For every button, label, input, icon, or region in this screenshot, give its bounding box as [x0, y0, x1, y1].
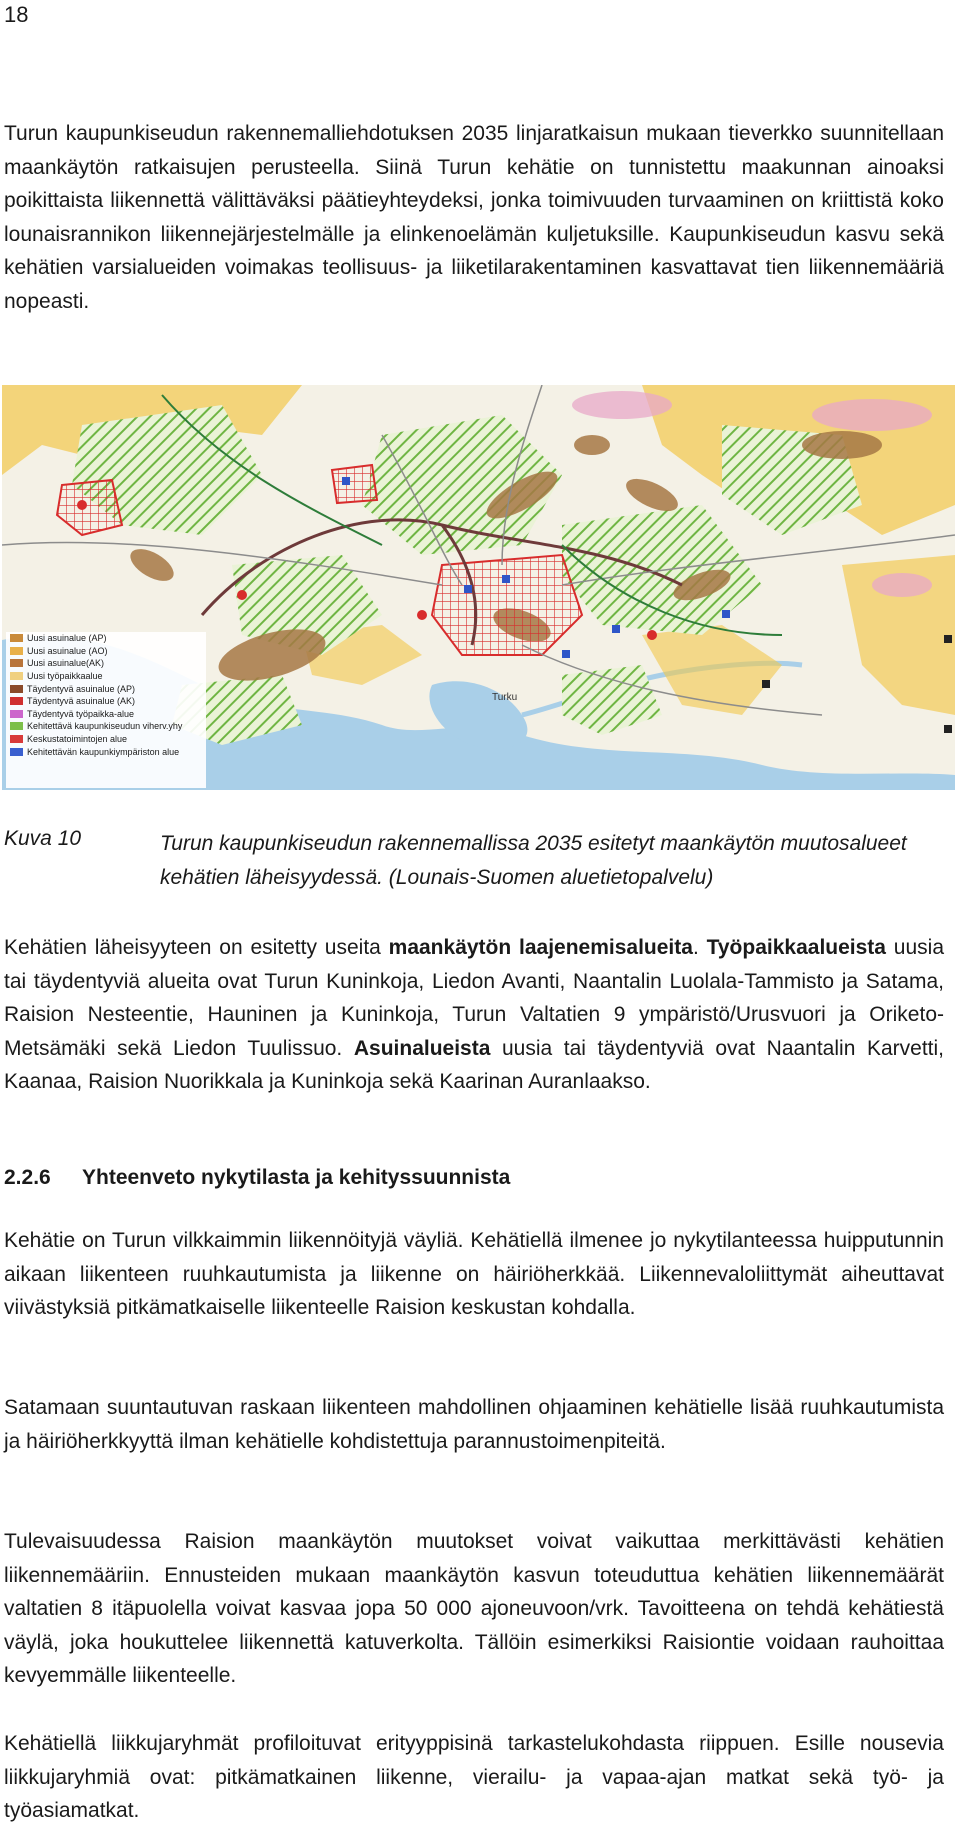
user-groups-paragraph: Kehätiellä liikkujaryhmät profiloituvat erityyppisinä tarkastelukohdasta riippuen. Esille nousevia liikkujaryhmiä ovat: pitkämatkainen liikenne, vierailu- ja vapaa-ajan matkat sekä työ- ja työasiamatkat. — [4, 1732, 944, 1823]
figure-caption: Turun kaupunkiseudun rakennemallissa 2035 esitetyt maankäytön muutosalueet kehätien läheisyydessä. (Lounais-Suomen aluetietopalvelu) — [160, 832, 907, 889]
legend-item: Uusi työpaikkaalue — [6, 670, 206, 683]
legend-swatch — [10, 735, 23, 743]
legend-swatch — [10, 685, 23, 693]
map-legend — [6, 632, 206, 788]
legend-swatch — [10, 647, 23, 655]
legend-swatch — [10, 634, 23, 642]
legend-item: Kehitettävän kaupunkiympäriston alue — [6, 745, 206, 758]
land-use-map — [2, 385, 955, 790]
figure-label: Kuva 10 — [4, 827, 82, 850]
intro-paragraph: Turun kaupunkiseudun rakennemalliehdotuksen 2035 linjaratkaisun mukaan tieverkko suunnitellaan maankäytön ratkaisujen perusteella. Siinä Turun kehätie on tunnistettu maakunnan ainoaksi poikittaista liikennettä välittäväksi päätieyhteydeksi, jonka toimivuuden turvaaminen on kriittistä koko lounaisrannikon liikennejärjestelmälle ja elinkenoelämän kuljetuksille. Kaupunkiseudun kasvu sekä kehätien varsialueiden voimakas teollisuus- ja liiketilarakentaminen kasvattavat tien liikennemääriä nopeasti. — [4, 122, 944, 313]
section-title: Yhteenveto nykytilasta ja kehityssuunnista — [82, 1166, 511, 1189]
legend-swatch — [10, 722, 23, 730]
legend-swatch — [10, 672, 23, 680]
legend-item: Uusi asuinalue(AK) — [6, 657, 206, 670]
section-number: 2.2.6 — [4, 1166, 51, 1189]
legend-item: Keskustatoimintojen alue — [6, 733, 206, 746]
port-traffic-paragraph: Satamaan suuntautuvan raskaan liikenteen mahdollinen ohjaaminen kehätielle lisää ruuhkautumista ja häiriöherkkyyttä ilman kehätielle kohdistettuja parannustoimenpiteitä. — [4, 1396, 944, 1453]
section-heading — [4, 1166, 510, 1190]
legend-swatch — [10, 659, 23, 667]
legend-swatch — [10, 710, 23, 718]
legend-item: Täydentyvä asuinalue (AP) — [6, 682, 206, 695]
page-number: 18 — [4, 2, 29, 27]
legend-item: Täydentyvä asuinalue (AK) — [6, 695, 206, 708]
legend-swatch — [10, 748, 23, 756]
legend-item: Kehitettävä kaupunkiseudun viherv.yhy — [6, 720, 206, 733]
legend-item: Täydentyvä työpaikka-alue — [6, 708, 206, 721]
legend-item: Uusi asuinalue (AP) — [6, 632, 206, 645]
legend-item: Uusi asuinalue (AO) — [6, 645, 206, 658]
legend-swatch — [10, 697, 23, 705]
current-state-paragraph: Kehätie on Turun vilkkaimmin liikennöityjä väyliä. Kehätiellä ilmenee jo nykytilanteessa huipputunnin aikaan liikenteen ruuhkautumista ja liikenne on häiriöherkkää. Liikennevaloliittymät aiheuttavat viivästyksiä pitkämatkaiselle liikenteelle Raision keskustan kohdalla. — [4, 1229, 944, 1320]
map-city-label: Turku — [492, 692, 518, 703]
land-use-paragraph: Kehätien läheisyyteen on esitetty useita maankäytön laajenemisalueita. Työpaikkaalueista uusia tai täydentyviä alueita ovat Turun Kuninkoja, Liedon Avanti, Naantalin Luolala-Tammisto ja Satama, Raision Nesteentie, Hauninen ja Kuninkoja, Turun Valtatien 9 ympäristö/Urusvuori ja Oriketo-Metsämäki sekä Liedon Tuulissuo. Asuinalueista uusia tai täydentyviä ovat Naantalin Karvetti, Kaanaa, Raision Nuorikkala ja Kuninkoja sekä Kaarinan Auranlaakso. — [4, 936, 945, 1094]
future-paragraph: Tulevaisuudessa Raision maankäytön muutokset voivat vaikuttaa merkittävästi kehätien liikennemääriin. Ennusteiden mukaan maankäytön kasvun toteuduttua kehätien liikennemäärät valtatien 8 itäpuolella voivat kasvaa jopa 50 000 ajoneuvoon/vrk. Tavoitteena on tehdä kehätiestä väylä, joka houkuttelee liikennettä katuverkolta. Tällöin esimerkiksi Raisiontie voidaan rauhoittaa kevyemmälle liikenteelle. — [4, 1530, 944, 1688]
